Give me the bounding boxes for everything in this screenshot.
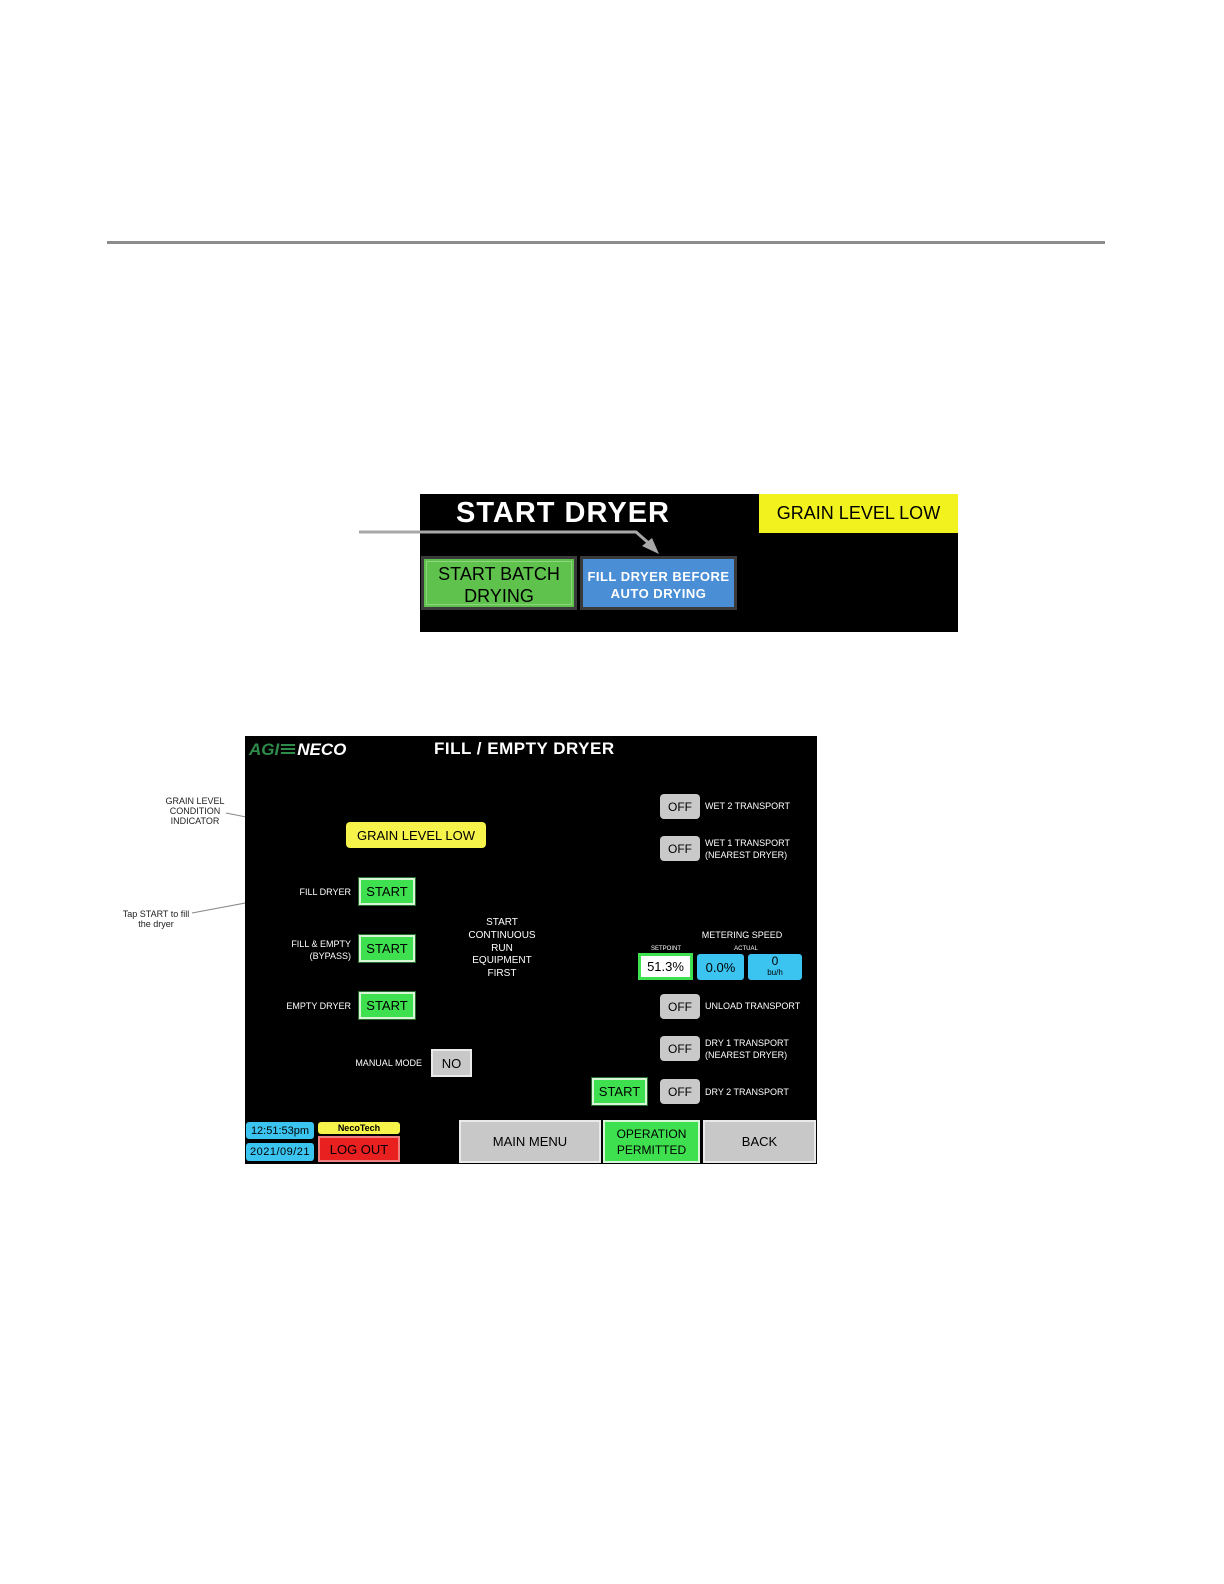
label-line2: (BYPASS) [309, 951, 351, 961]
fill-dryer-label: FILL DRYER [299, 887, 351, 897]
grain-level-indicator: GRAIN LEVEL LOW [759, 494, 958, 533]
empty-dryer-label: EMPTY DRYER [286, 1001, 351, 1011]
manual-mode-label: MANUAL MODE [355, 1058, 422, 1068]
annotation-line: the dryer [138, 919, 174, 929]
unload-transport-label: UNLOAD TRANSPORT [705, 1001, 801, 1011]
empty-dryer-start-button[interactable]: START [359, 992, 415, 1019]
agi-neco-logo [249, 740, 346, 760]
button-label-line2: DRYING [464, 586, 534, 606]
manual-mode-toggle[interactable]: NO [431, 1049, 472, 1077]
fill-empty-start-button[interactable]: START [359, 935, 415, 962]
rate-unit: bu/h [767, 968, 783, 977]
fill-dryer-start-button[interactable]: START [359, 878, 415, 905]
start-dryer-title: START DRYER [456, 497, 670, 529]
start-continuous-run-message [456, 917, 548, 981]
message-line: FIRST [487, 968, 517, 980]
label-line2: (NEAREST DRYER) [705, 1050, 788, 1060]
status-line2: PERMITTED [616, 1142, 687, 1157]
fill-empty-bypass-label [280, 938, 351, 962]
rate-number: 0 [771, 954, 779, 968]
clock-date: 2021/09/21 [246, 1143, 314, 1161]
wet2-transport-toggle[interactable]: OFF [660, 794, 700, 819]
dry1-transport-label [705, 1037, 789, 1061]
label-line1: FILL & EMPTY [291, 939, 351, 949]
tap-start-annotation [116, 909, 196, 929]
button-label-line2: AUTO DRYING [610, 586, 707, 601]
status-line1: OPERATION [616, 1126, 687, 1141]
logo-agi: AGI [249, 740, 280, 759]
actual-label: ACTUAL [734, 946, 758, 952]
logo-bars-icon [281, 744, 295, 754]
metering-speed-title: METERING SPEED [701, 930, 783, 940]
wet1-transport-label [705, 837, 790, 861]
main-menu-button[interactable]: MAIN MENU [459, 1120, 601, 1163]
label-line1: WET 1 TRANSPORT [705, 838, 791, 848]
button-label-line1: FILL DRYER BEFORE [587, 569, 730, 584]
annotation-line: GRAIN LEVEL [165, 796, 225, 806]
annotation-line: Tap START to fill [122, 909, 190, 919]
current-user-badge: NecoTech [318, 1122, 400, 1134]
button-label-line1: START BATCH [438, 564, 560, 584]
dry2-transport-toggle[interactable]: OFF [660, 1079, 700, 1104]
message-line: EQUIPMENT [472, 955, 532, 967]
message-line: START [486, 917, 518, 928]
back-button[interactable]: BACK [703, 1120, 816, 1163]
fill-dryer-callout-arrow [359, 532, 659, 554]
grain-level-annotation [160, 796, 230, 826]
wet2-transport-label: WET 2 TRANSPORT [705, 801, 791, 811]
label-line2: (NEAREST DRYER) [705, 850, 788, 860]
operation-permitted-status[interactable] [603, 1120, 700, 1163]
message-line: CONTINUOUS [468, 929, 536, 941]
annotation-line: INDICATOR [170, 816, 220, 826]
screen-title: FILL / EMPTY DRYER [434, 739, 615, 758]
dry1-transport-toggle[interactable]: OFF [660, 1036, 700, 1061]
unload-transport-toggle[interactable]: OFF [660, 994, 700, 1019]
annotation-line: CONDITION [169, 806, 221, 816]
label-line1: DRY 1 TRANSPORT [705, 1038, 789, 1048]
logo-neco: NECO [297, 740, 347, 759]
clock-time: 12:51:53pm [246, 1122, 314, 1139]
metering-setpoint-input[interactable]: 51.3% [638, 953, 693, 980]
setpoint-label: SETPOINT [650, 946, 681, 952]
message-line: RUN [491, 942, 513, 954]
wet1-transport-toggle[interactable]: OFF [660, 836, 700, 861]
metering-actual-value: 0.0% [697, 954, 744, 980]
metering-rate-value [748, 954, 802, 980]
logout-button[interactable]: LOG OUT [318, 1136, 400, 1162]
dry2-start-button[interactable]: START [592, 1078, 647, 1105]
grain-level-indicator: GRAIN LEVEL LOW [346, 822, 486, 848]
dry2-transport-label: DRY 2 TRANSPORT [705, 1087, 789, 1097]
